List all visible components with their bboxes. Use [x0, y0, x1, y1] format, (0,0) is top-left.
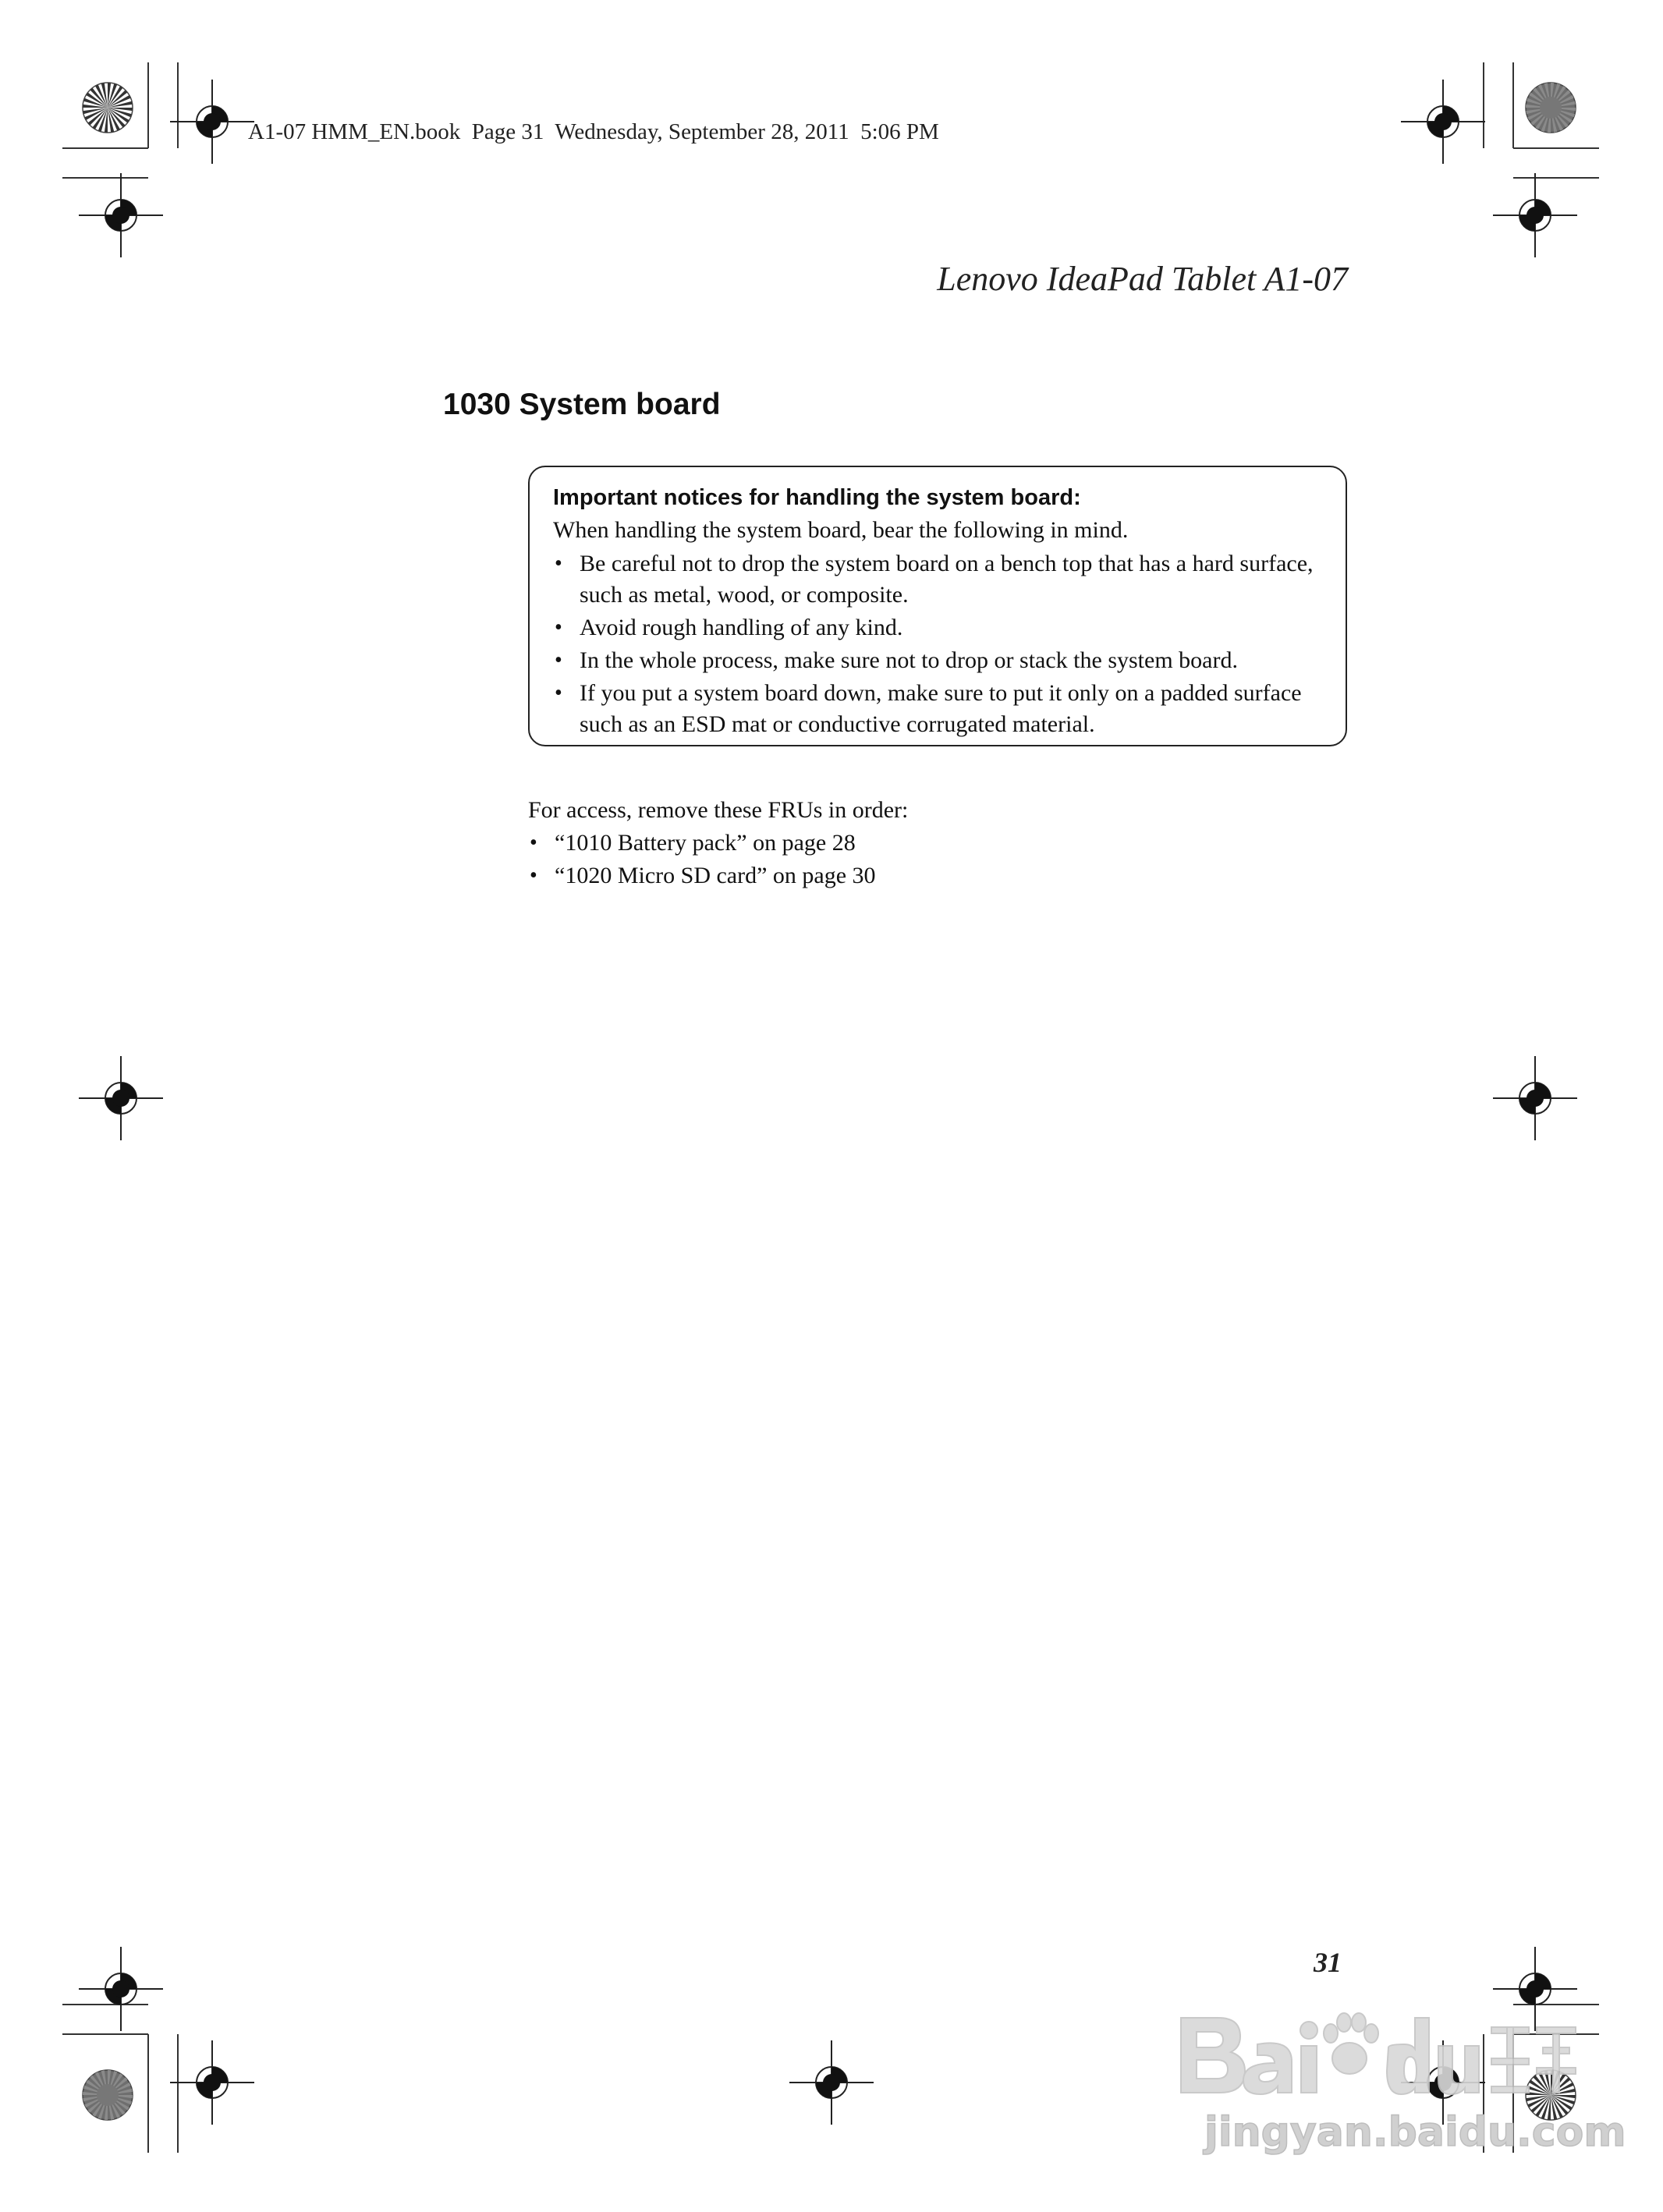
notice-intro: When handling the system board, bear the following in mind.: [553, 517, 1129, 543]
bullet-icon: •: [555, 615, 562, 640]
starburst-target-icon: [83, 83, 133, 133]
registration-crosshair-icon: [1493, 1056, 1577, 1140]
registration-crosshair-icon: [170, 80, 254, 164]
running-head: Lenovo IdeaPad Tablet A1-07: [937, 260, 1348, 298]
access-list: [528, 827, 1308, 892]
section-title: 1030 System board: [443, 388, 721, 421]
registration-crosshair-icon: [79, 173, 163, 257]
registration-crosshair-icon: [1401, 80, 1485, 164]
registration-crosshair-icon: [789, 2040, 874, 2125]
access-intro: For access, remove these FRUs in order:: [528, 797, 909, 823]
page-number: 31: [1314, 1947, 1342, 1978]
notice-item: • Avoid rough handling of any kind.: [553, 612, 1322, 643]
registration-crosshair-icon: [1493, 173, 1577, 257]
notice-list: [553, 548, 1322, 740]
bullet-icon: •: [555, 681, 562, 705]
solid-target-icon: [1526, 83, 1576, 133]
notice-box: [528, 466, 1347, 746]
slug-line: A1-07 HMM_EN.book Page 31 Wednesday, September 28, 2011 5:06 PM: [248, 119, 939, 144]
baidu-watermark-logo: [1176, 2001, 1626, 2164]
registration-crosshair-icon: [79, 1056, 163, 1140]
notice-item: • Be careful not to drop the system board on a bench top that has a hard surface, such as metal, wood, or composite.: [553, 548, 1322, 611]
solid-target-icon: [83, 2070, 133, 2120]
registration-crosshair-icon: [79, 1947, 163, 2031]
registration-crosshair-icon: [170, 2040, 254, 2125]
bullet-icon: •: [555, 648, 562, 672]
access-item: • “1010 Battery pack” on page 28: [528, 827, 1308, 860]
bullet-icon: •: [530, 831, 537, 855]
notice-item: • If you put a system board down, make sure to put it only on a padded surface such as an ESD mat or conductive corrugated material.: [553, 678, 1322, 740]
bullet-icon: •: [555, 551, 562, 576]
access-section: [528, 794, 1308, 892]
access-item: • “1020 Micro SD card” on page 30: [528, 860, 1308, 892]
notice-heading: Important notices for handling the system board:: [553, 485, 1081, 510]
bullet-icon: •: [530, 863, 537, 888]
notice-item: • In the whole process, make sure not to drop or stack the system board.: [553, 645, 1322, 676]
svg-text:jingyan.baidu.com: jingyan.baidu.com: [1204, 2109, 1626, 2156]
